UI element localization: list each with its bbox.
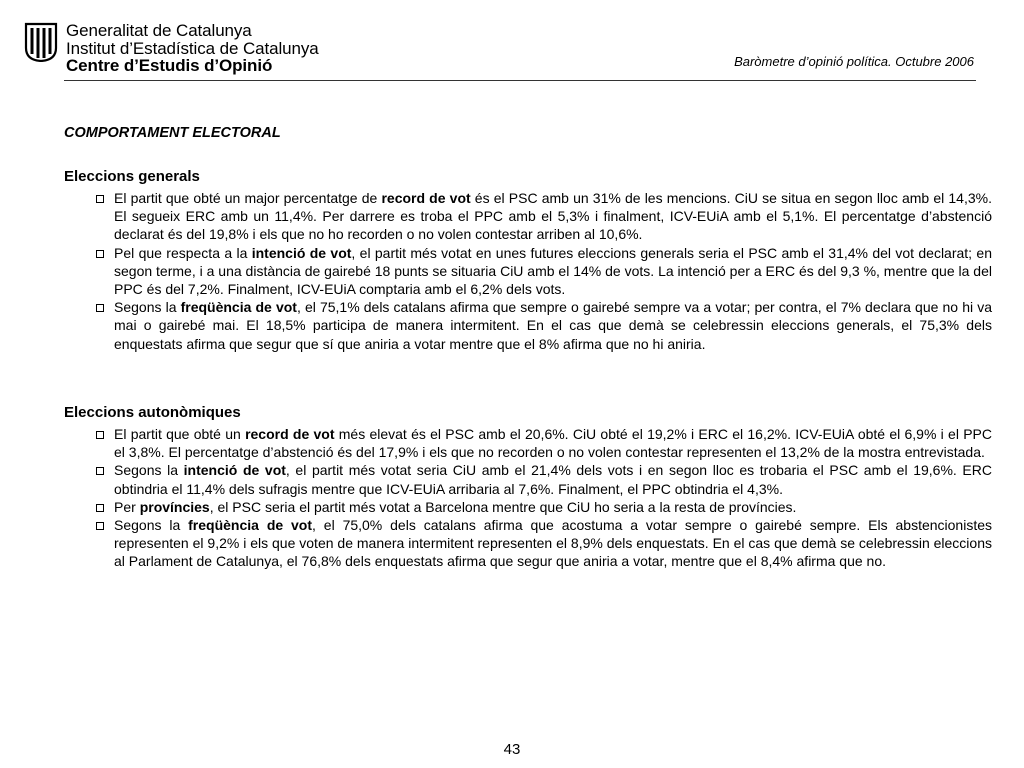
bullet-item: Segons la freqüència de vot, el 75,0% dels catalans afirma que acostuma a votar sempre o gairebé sempre. Els abstencionistes representen el 9,2% i els que voten de manera intermitent representen el 8,9% dels enquestats. En el cas que demà se celebressin eleccions al Parlament de Catalunya, el 76,8% dels enquestats afirma que segur que aniria a votar, mentre que el 8,4% afirma que no. <box>95 516 992 571</box>
checkbox-bullet-icon <box>96 250 104 258</box>
checkbox-bullet-icon <box>96 467 104 475</box>
bullet-item: El partit que obté un record de vot més elevat és el PSC amb el 20,6%. CiU obté el 19,2% i ERC el 16,2%. ICV-EUiA obté el 6,9% i el PPC el 3,8%. El percentatge d’abstenció és del 17,9% i els que no recorden o no volen contestar representen el 13,2% de la mostra entrevistada. <box>95 425 992 461</box>
checkbox-bullet-icon <box>96 504 104 512</box>
autonomiques-bullet-list <box>95 425 992 571</box>
organization-name <box>66 22 319 75</box>
checkbox-bullet-icon <box>96 522 104 530</box>
bold-term: record de vot <box>381 190 471 206</box>
bold-term: freqüència de vot <box>180 299 297 316</box>
org-line-2: Institut d’Estadística de Catalunya <box>66 38 319 58</box>
document-title: Baròmetre d’opinió política. Octubre 2006 <box>734 54 974 69</box>
bullet-item: El partit que obté un major percentatge de record de vot és el PSC amb un 31% de les mencions. CiU se situa en segon lloc amb el 14,3%. El segueix ERC amb un 11,4%. Per darrere es troba el PPC amb el 5,3% i finalment, ICV-EUiA amb el 5,1%. El percentatge d’abstenció declarat és del 19,8% i els que no ho recorden o no volen contestar arriben al 10,6%. <box>95 189 992 244</box>
checkbox-bullet-icon <box>96 304 104 312</box>
checkbox-bullet-icon <box>96 431 104 439</box>
org-line-1: Generalitat de Catalunya <box>66 21 252 40</box>
bullet-item: Segons la intenció de vot, el partit més votat seria CiU amb el 21,4% dels vots i en segon lloc es trobaria el PSC amb el 19,6%. ERC obtindria el 11,4% dels sufragis mentre que ICV-EUiA arribaria al 7,6%. Finalment, el PPC obtindria el 4,3%. <box>95 461 992 497</box>
section-title: COMPORTAMENT ELECTORAL <box>64 125 281 141</box>
bold-term: record de vot <box>245 426 335 442</box>
page-number: 43 <box>503 741 521 758</box>
bullet-item: Per províncies, el PSC seria el partit més votat a Barcelona mentre que CiU ho seria a la resta de províncies. <box>95 498 992 516</box>
bullet-item: Pel que respecta a la intenció de vot, el partit més votat en unes futures eleccions generals seria el PSC amb el 31,4% del vot declarat; en segon terme, i a una distància de gairebé 18 punts se situaria CiU amb el 14% de vots. La intenció per a ERC és del 9,3 %, mentre que la del PPC és del 7,2%. Finalment, ICV-EUiA comptaria amb el 6,2% dels vots. <box>95 244 992 299</box>
bold-term: intenció de vot <box>183 462 286 479</box>
bold-term: províncies <box>139 498 210 515</box>
subheading-autonomiques: Eleccions autonòmiques <box>64 404 241 421</box>
generals-bullet-list <box>95 189 992 353</box>
bold-term: freqüència de vot <box>188 517 313 534</box>
bullet-item: Segons la freqüència de vot, el 75,1% dels catalans afirma que sempre o gairebé sempre va a votar; per contra, el 7% declara que no hi va mai o gairebé mai. El 18,5% participa de manera intermitent. En el cas que demà se celebressin eleccions generals, el 75,3% dels enquestats afirma que segur que sí que aniria a votar mentre que el 8% afirma que no hi aniria. <box>95 298 992 353</box>
generalitat-logo-icon <box>24 22 58 62</box>
checkbox-bullet-icon <box>96 195 104 203</box>
bold-term: intenció de vot <box>251 244 352 261</box>
subheading-generals: Eleccions generals <box>64 168 200 185</box>
header-divider <box>64 80 976 81</box>
org-line-3: Centre d’Estudis d’Opinió <box>66 56 273 75</box>
